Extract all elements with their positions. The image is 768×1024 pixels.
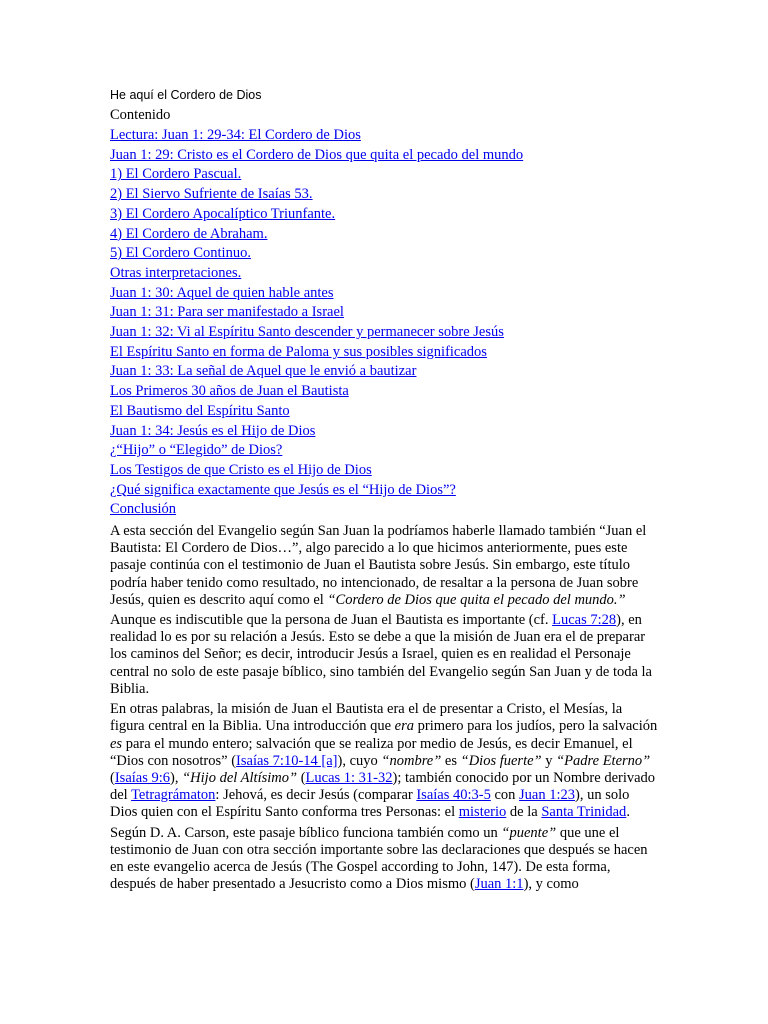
toc-heading: Contenido: [110, 107, 171, 123]
text-run: En otras palabras, la misión de Juan el Bautista era el de presentar a Cristo, el Mesías, la figura central en la Biblia. Una introducción que: [110, 701, 623, 735]
toc-item: [110, 422, 658, 442]
toc-link[interactable]: 4) El Cordero de Abraham.: [110, 225, 268, 242]
text-run: Aunque es indiscutible que la persona de Juan el Bautista es importante (cf.: [110, 612, 553, 629]
scripture-link[interactable]: Lucas 1: 31-32: [305, 769, 393, 786]
paragraph-mision: [110, 701, 658, 821]
toc-item: [110, 185, 658, 205]
toc-item: [110, 303, 658, 323]
misterio-link[interactable]: misterio: [458, 804, 507, 821]
text-run: primero para los judíos, pero la salvación: [414, 718, 658, 735]
emphasis-text: “Cordero de Dios que quita el pecado del mundo.”: [327, 591, 626, 608]
toc-item: [110, 126, 658, 146]
toc-item: [110, 343, 658, 363]
emphasis-text: era: [394, 718, 415, 735]
text-run: (: [110, 769, 115, 786]
toc-link[interactable]: Otras interpretaciones.: [110, 264, 242, 281]
toc-link[interactable]: ¿“Hijo” o “Elegido” de Dios?: [110, 442, 283, 459]
text-run: (: [297, 769, 306, 786]
text-run: ); también conocido por un Nombre derivado del: [110, 769, 656, 804]
text-run: ), y como: [523, 876, 579, 893]
toc-item: [110, 461, 658, 481]
scripture-link[interactable]: Isaías 7:10-14 [a]: [236, 752, 338, 769]
scripture-link[interactable]: Lucas 7:28: [552, 612, 617, 629]
toc-item: [110, 244, 658, 264]
toc-item: [110, 323, 658, 343]
toc-item: [110, 402, 658, 422]
text-run: .: [626, 804, 630, 821]
text-run: con: [490, 787, 520, 804]
emphasis-text: es: [110, 735, 123, 752]
toc-item: [110, 146, 658, 166]
text-run: es: [441, 752, 461, 769]
scripture-link[interactable]: Isaías 9:6: [114, 769, 171, 786]
toc-item: [110, 362, 658, 382]
toc-link[interactable]: Juan 1: 32: Vi al Espíritu Santo descender y permanecer sobre Jesús: [110, 324, 504, 341]
tetragrammaton-link[interactable]: Tetragrámaton: [131, 787, 216, 804]
toc-link[interactable]: 5) El Cordero Continuo.: [110, 245, 251, 262]
toc-link[interactable]: Los Testigos de que Cristo es el Hijo de Dios: [110, 461, 372, 478]
scripture-link[interactable]: Juan 1:1: [474, 876, 524, 893]
emphasis-text: “Hijo del Altísimo”: [182, 769, 298, 786]
document-body: [110, 86, 658, 893]
text-run: que une el testimonio de Juan con otra sección importante sobre las declaraciones que después se hacen en este evangelio acerca de Jesús (The Gospel according to John, 147). De esta forma, después de haber presentado a Jesucristo como a Dios mismo (: [110, 824, 648, 893]
toc-link[interactable]: ¿Qué significa exactamente que Jesús es el “Hijo de Dios”?: [110, 481, 456, 498]
toc-link[interactable]: Juan 1: 30: Aquel de quien hable antes: [110, 284, 334, 301]
toc-link[interactable]: 1) El Cordero Pascual.: [110, 166, 242, 183]
text-run: ), cuyo: [337, 752, 382, 769]
toc-link[interactable]: Juan 1: 31: Para ser manifestado a Israel: [110, 304, 344, 321]
toc-link[interactable]: El Espíritu Santo en forma de Paloma y sus posibles significados: [110, 343, 487, 360]
toc-item: [110, 205, 658, 225]
paragraph-carson: [110, 825, 658, 894]
text-run: ), en realidad lo es por su relación a Jesús. Esto se debe a que la misión de Juan era el de preparar los caminos del Señor; es decir, introducir Jesús a Israel, quien es en realidad el Personaje central no solo de este pasaje bíblico, sino también del Evangelio según San Juan y de toda la Biblia.: [110, 612, 652, 697]
toc-link[interactable]: Lectura: Juan 1: 29-34: El Cordero de Dios: [110, 127, 361, 143]
toc-item: [110, 382, 658, 402]
toc-link[interactable]: 3) El Cordero Apocalíptico Triunfante.: [110, 205, 336, 222]
toc-link[interactable]: Conclusión: [110, 501, 177, 518]
paragraph-intro: [110, 523, 658, 609]
toc-link[interactable]: Juan 1: 29: Cristo es el Cordero de Dios que quita el pecado del mundo: [110, 146, 524, 163]
paragraph-lucas: [110, 612, 658, 698]
text-run: A esta sección del Evangelio según San Juan la podríamos haberle llamado también “Juan el Bautista: El Cordero de Dios…”, algo parecido a lo que hicimos anteriormente, pues este pasaje continúa con el testimonio de Juan el Bautista sobre Jesús. Sin embargo, este título podría haber tenido como resultado, no intencionado, de resaltar a la persona de Juan sobre Jesús, quien es descrito aquí como el: [110, 523, 647, 608]
text-run: para el mundo entero; salvación que se realiza por medio de Jesús, es decir Emanuel, el “Dios con nosotros” (: [110, 735, 633, 769]
emphasis-text: “Padre Eterno”: [556, 752, 651, 769]
toc-item: [110, 284, 658, 304]
toc-item: [110, 441, 658, 461]
toc-link[interactable]: El Bautismo del Espíritu Santo: [110, 402, 290, 419]
toc-item: [110, 225, 658, 245]
toc-link[interactable]: Juan 1: 33: La señal de Aquel que le envió a bautizar: [110, 363, 417, 380]
document-title: He aquí el Cordero de Dios: [110, 88, 262, 102]
text-run: ),: [170, 769, 183, 786]
scripture-link[interactable]: Juan 1:23: [519, 787, 576, 804]
scripture-link[interactable]: Isaías 40:3-5: [416, 787, 491, 804]
emphasis-text: “Dios fuerte”: [460, 752, 542, 769]
emphasis-text: “puente”: [501, 824, 557, 841]
text-run: : Jehová, es decir Jesús (comparar: [215, 787, 417, 804]
emphasis-text: “nombre”: [381, 752, 442, 769]
toc-item: [110, 264, 658, 284]
text-run: de la: [506, 804, 542, 821]
toc-item: [110, 500, 658, 520]
text-run: ), un solo Dios quien con el Espíritu Santo conforma tres Personas: el: [110, 787, 630, 821]
toc-item: [110, 481, 658, 501]
toc-link[interactable]: 2) El Siervo Sufriente de Isaías 53.: [110, 186, 313, 203]
toc-link[interactable]: Los Primeros 30 años de Juan el Bautista: [110, 383, 349, 400]
text-run: y: [541, 752, 557, 769]
toc-link[interactable]: Juan 1: 34: Jesús es el Hijo de Dios: [110, 422, 316, 439]
text-run: Según D. A. Carson, este pasaje bíblico funciona también como un: [110, 824, 502, 841]
table-of-contents: [110, 126, 658, 520]
toc-item: [110, 165, 658, 185]
santa-trinidad-link[interactable]: Santa Trinidad: [541, 804, 627, 821]
